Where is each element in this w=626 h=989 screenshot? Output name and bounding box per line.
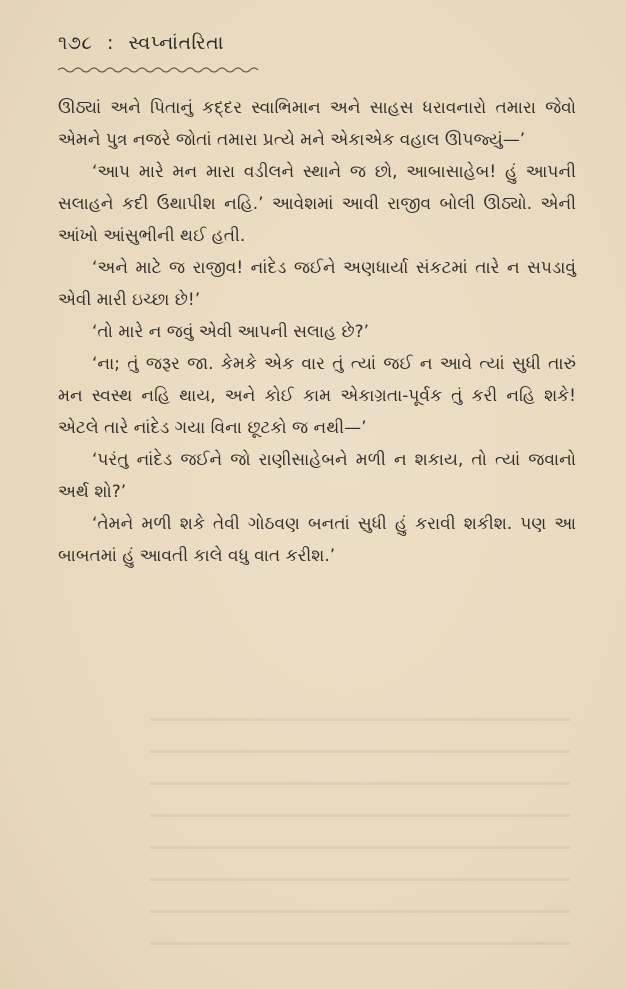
paragraph: ‘પરંતુ નાંદેડ જઈને જો રાણીસાહેબને મળી ન શકાય, તો ત્યાં જવાનો અર્થ શો?’ [58,450,576,502]
paragraph: ‘આપ મારે મન મારા વડીલને સ્થાને જ છો, આબાસાહેબ! હું આપની સલાહને કદી ઉથાપીશ નહિ.’ આવેશમાં આવી રાજીવ બોલી ઊઠ્યો. એની આંખો આંસુભીની થઈ હતી. [58,162,576,246]
paragraph-continuation: ઊઠ્યાં અને પિતાનું કદ્દર સ્વાભિમાન અને સાહસ ધરાવનારો તમારા જેવો એમને પુત્ર નજરે જોતાં તમારા પ્રત્યે મને એકાએક વહાલ ઊપજ્યું—’ [58,98,576,150]
paragraph: ‘ના; તું જરૂર જા. કેમકે એક વાર તું ત્યાં જઈ ન આવે ત્યાં સુધી તારું મન સ્વસ્થ નહિ થાય, અને કોઈ કામ એકાગ્રતા-પૂર્વક તું કરી નહિ શકે! એટલે તારે નાંદેડ ગયા વિના છૂટકો જ નથી—’ [58,354,576,438]
page-number: ૧૭૮ [58,32,93,54]
paragraph: ‘તેમને મળી શકે તેવી ગોઠવણ બનતાં સુધી હું કરાવી શકીશ. પણ આ બાબતમાં હું આવતી કાલે વધુ વાત કરીશ.’ [58,514,576,566]
header-separator: : [107,32,114,54]
page-body [58,92,576,572]
header-ornamental-rule [58,66,263,74]
show-through-text [150,700,570,960]
paragraph: ‘અને માટે જ રાજીવ! નાંદેડ જઈને અણધાર્યા સંકટમાં તારે ન સપડાવું એવી મારી ઇચ્છા છે!’ [58,258,576,310]
page-header [58,32,224,54]
book-title: સ્વપ્નાંતરિતા [128,32,224,54]
paragraph: ‘તો મારે ન જવું એવી આપની સલાહ છે?’ [92,322,370,342]
